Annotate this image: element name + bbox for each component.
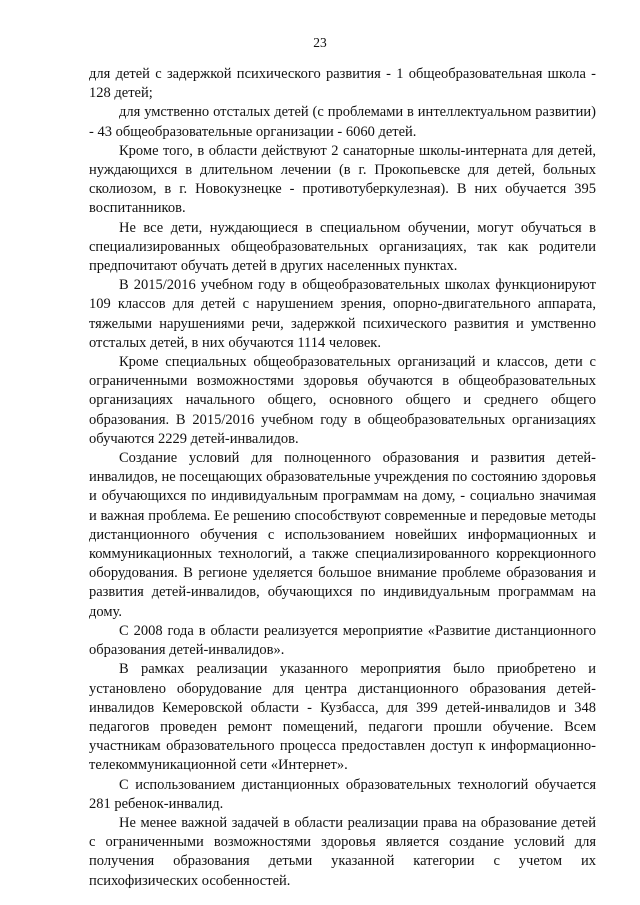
paragraph-delayed-development: для детей с задержкой психического развития - 1 общеобразовательная школа - 128 детей;: [89, 66, 596, 102]
paragraph-other-localities: Не все дети, нуждающиеся в специальном обучении, могут обучаться в специализированных общеобразовательных организациях, так как родители предпочитают обучать детей в других населенных пунктах.: [89, 219, 596, 275]
paragraph-intellectual-disability: для умственно отсталых детей (с проблемами в интеллектуальном развитии) - 43 общеобразовательные организации - 6060 детей.: [89, 104, 596, 140]
page-number: 23: [313, 35, 327, 50]
paragraph-sanatorium-schools: Кроме того, в области действуют 2 санаторные школы-интерната для детей, нуждающихся в длительном лечении (в г. Прокопьевске для детей, больных сколиозом, в г. Новокузнецке - противотуберкулезная). В них обучается 395 воспитанников.: [89, 142, 596, 217]
paragraph-inclusive-education: Кроме специальных общеобразовательных организаций и классов, дети с ограниченными возможностями здоровья обучаются в общеобразовательных организациях начального общего, основного общего и среднего общего образования. В 2015/2016 учебном году в общеобразовательных организациях обучаются 2229 детей-инвалидов.: [89, 354, 596, 447]
document-body: [89, 65, 596, 891]
paragraph-distance-program: С 2008 года в области реализуется мероприятие «Развитие дистанционного образования детей-инвалидов».: [89, 622, 596, 659]
paragraph-conditions: Не менее важной задачей в области реализации права на образование детей с ограниченными возможностями здоровья является создание условий для получения образования детьми указанной категории с учетом их психофизических особенностей.: [89, 814, 596, 889]
paragraph-home-education: Создание условий для полноценного образования и развития детей-инвалидов, не посещающих образовательные учреждения по состоянию здоровья и обучающихся по индивидуальным программам на дому, - социально значимая и важная проблема. Ее решению способствуют современные и передовые методы дистанционного обучения с использованием новейших информационных и коммуникационных технологий, а также специализированного коррекционного оборудования. В регионе уделяется большое внимание проблеме образования и развития детей-инвалидов, обучающихся по индивидуальным программам на дому.: [89, 450, 596, 620]
paragraph-program-equipment: В рамках реализации указанного мероприятия было приобретено и установлено оборудование для центра дистанционного образования детей-инвалидов Кемеровской области - Кузбасса, для 399 детей-инвалидов и 348 педагогов проведен ремонт помещений, педагоги прошли обучение. Всем участникам образовательного процесса предоставлен доступ к информационно-телекоммуникационной сети «Интернет».: [89, 661, 596, 774]
paragraph-distance-students: С использованием дистанционных образовательных технологий обучается 281 ребенок-инвалид.: [89, 776, 596, 812]
paragraph-special-classes: В 2015/2016 учебном году в общеобразовательных школах функционируют 109 классов для детей с нарушением зрения, опорно-двигательного аппарата, тяжелыми нарушениями речи, задержкой психического развития и умственно отсталых детей, в них обучаются 1114 человек.: [89, 277, 596, 351]
